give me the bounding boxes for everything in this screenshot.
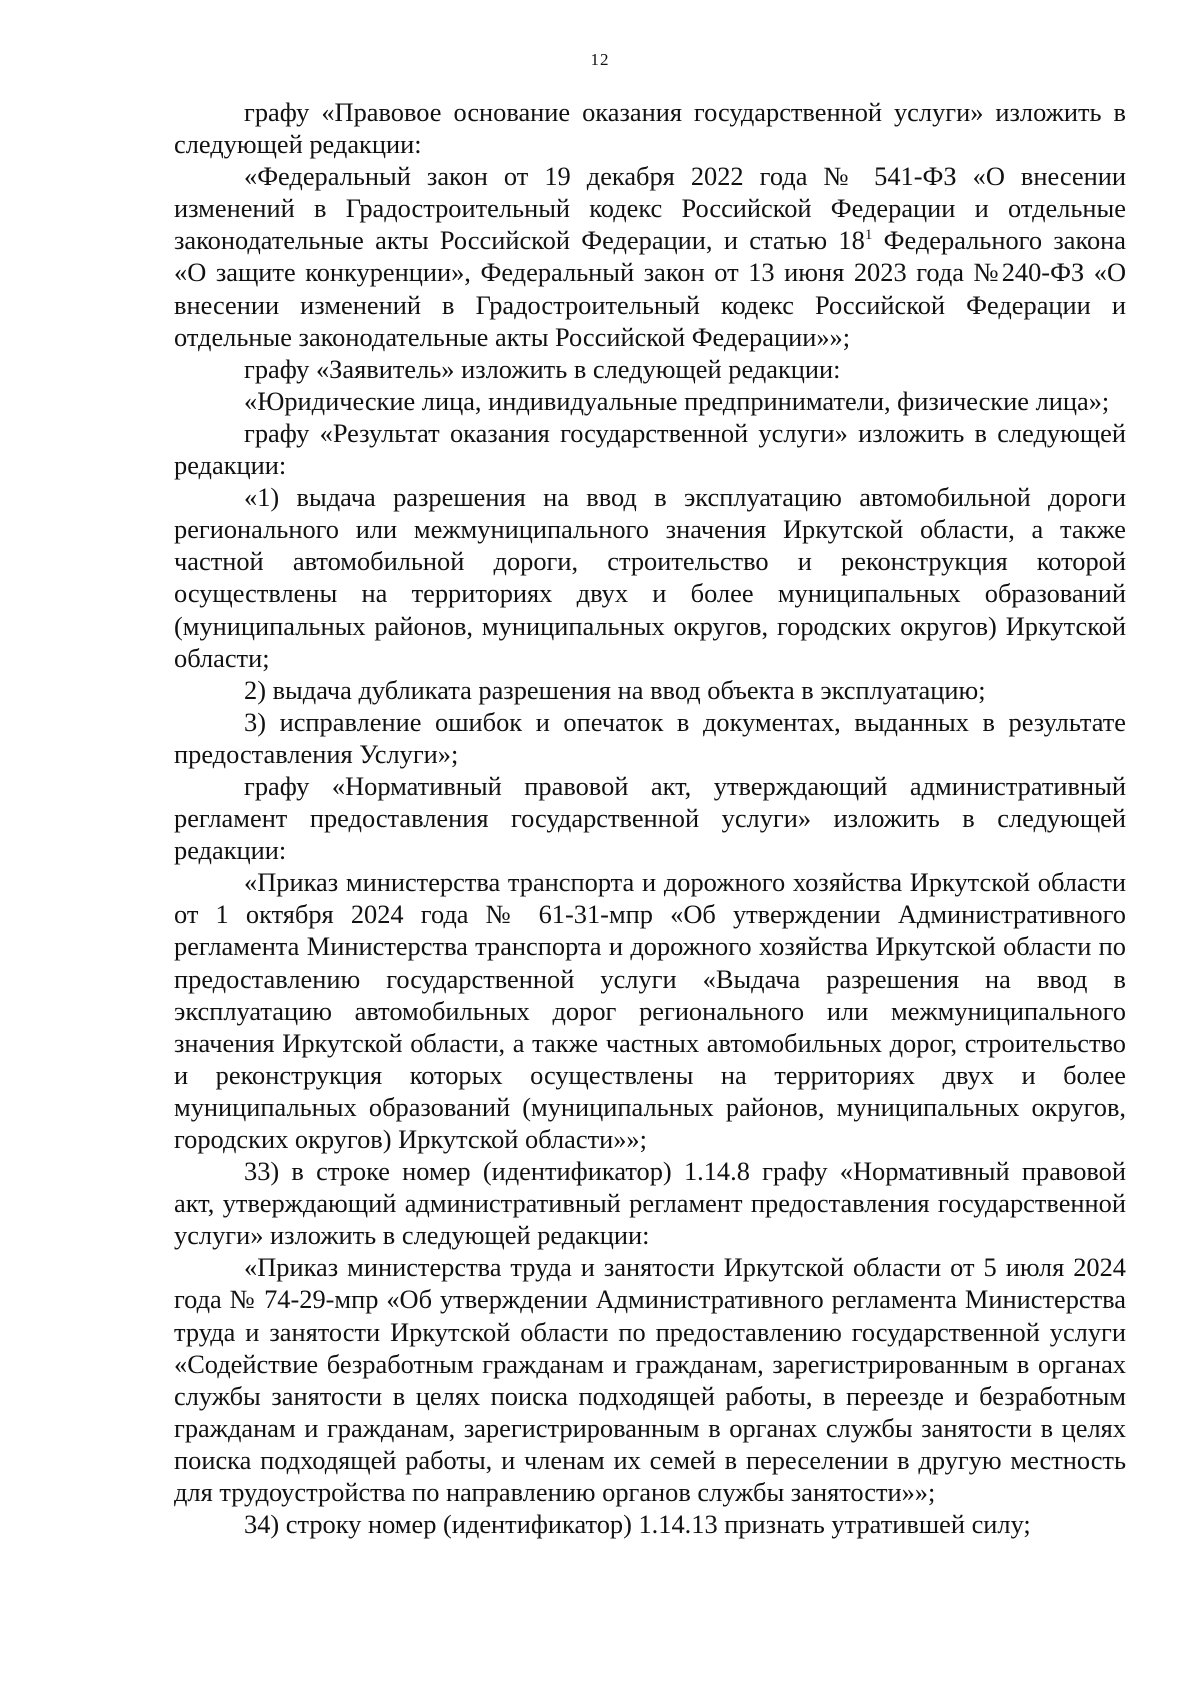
paragraph-legal-basis-text [174, 160, 1126, 353]
paragraph-item-34: 34) строку номер (идентификатор) 1.14.13 признать утратившей силу; [244, 1509, 1031, 1540]
paragraph-result-item-2: 2) выдача дубликата разрешения на ввод объекта в эксплуатацию; [244, 674, 986, 705]
paragraph-regulation-transport: «Приказ министерства транспорта и дорожного хозяйства Иркутской области от 1 октября 2024 года № 61-31-мпр «Об утверждении Административного регламента Министерства транспорта и дорожного хозяйства Иркутской области по предоставлению государственной услуги «Выдача разрешения на ввод в эксплуатацию автомобильных дорог регионального или межмуниципального значения Иркутской области, а также частных автомобильных дорог, строительство и реконструкция которых осуществлены на территориях двух и более муниципальных образований (муниципальных районов, муниципальных округов, городских округов) Иркутской области»»; [174, 867, 1126, 1154]
paragraph-applicant-text: «Юридические лица, индивидуальные предприниматели, физические лица»; [244, 385, 1110, 416]
legal-basis-text-part-1: «Федеральный закон от 19 декабря 2022 года № 541-ФЗ «О внесении изменений в Градостроительный кодекс Российской Федерации и отдельные законодательные акты Российской Федерации, и статью 18 [174, 161, 1126, 256]
paragraph-regulation-labor: «Приказ министерства труда и занятости Иркутской области от 5 июля 2024 года № 74-29-мпр «Об утверждении Административного регламента Министерства труда и занятости Иркутской области по предоставлению государственной услуги «Содействие безработным гражданам и гражданам, зарегистрированным в органах службы занятости в целях поиска подходящей работы, в переезде и безработным гражданам и гражданам, зарегистрированным в органах службы занятости в целях поиска подходящей работы, и членам их семей в переселении в другую местность для трудоустройства по направлению органов службы занятости»»; [174, 1252, 1126, 1508]
legal-basis-text-part-2: Федерального закона «О защите конкуренции», Федеральный закон от 13 июня 2023 года №240-ФЗ «О внесении изменений в Градостроительный кодекс Российской Федерации и отдельные законодательные акты Российской Федерации»»; [174, 225, 1126, 352]
paragraph-result-item-3: 3) исправление ошибок и опечаток в документах, выданных в результате предоставления Услуги»; [174, 706, 1126, 769]
paragraph-legal-basis-intro: графу «Правовое основание оказания государственной услуги» изложить в следующей редакции: [174, 97, 1126, 160]
paragraph-regulation-intro: графу «Нормативный правовой акт, утверждающий административный регламент предоставления государственной услуги» изложить в следующей редакции: [174, 770, 1126, 866]
article-superscript: 1 [864, 227, 873, 244]
page-number: 12 [590, 50, 610, 69]
paragraph-item-33: 33) в строке номер (идентификатор) 1.14.8 графу «Нормативный правовой акт, утверждающий административный регламент предоставления государственной услуги» изложить в следующей редакции: [174, 1156, 1126, 1251]
paragraph-applicant-intro: графу «Заявитель» изложить в следующей редакции: [244, 353, 841, 384]
paragraph-result-intro: графу «Результат оказания государственной услуги» изложить в следующей редакции: [174, 417, 1126, 481]
paragraph-result-item-1: «1) выдача разрешения на ввод в эксплуатацию автомобильной дороги регионального или межмуниципального значения Иркутской области, а также частной автомобильной дороги, строительство и реконструкция которой осуществлены на территориях двух и более муниципальных образований (муниципальных районов, муниципальных округов, городских округов) Иркутской области; [174, 482, 1126, 673]
document-body [174, 96, 1126, 1540]
